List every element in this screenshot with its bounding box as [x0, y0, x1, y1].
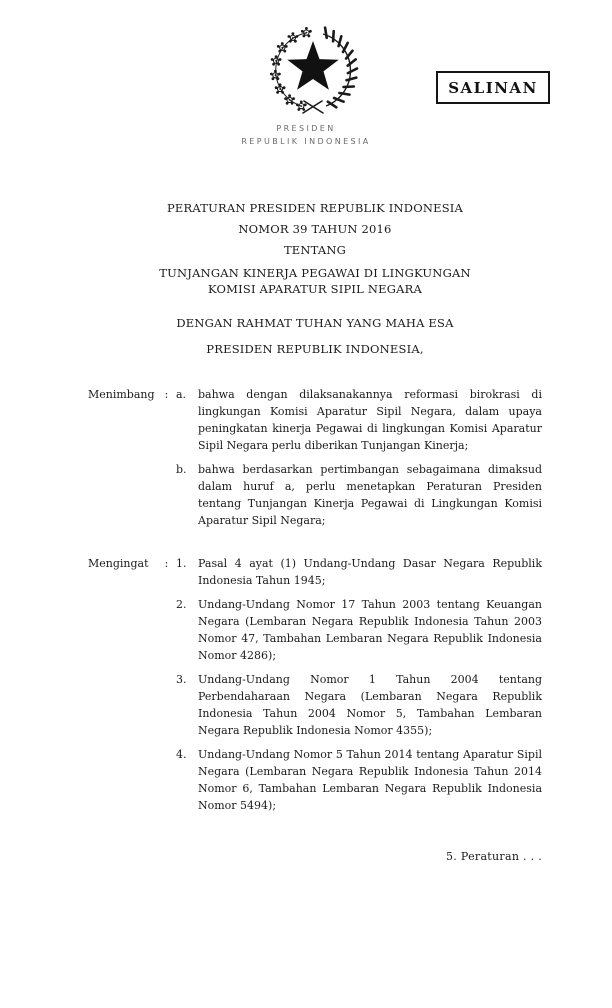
- recalling-items: [176, 555, 542, 814]
- item-text: Pasal 4 ayat (1) Undang-Undang Dasar Negara Republik Indonesia Tahun 1945;: [198, 557, 542, 587]
- recalling-item-2: [176, 596, 542, 664]
- salinan-stamp: [436, 71, 550, 104]
- invocation: DENGAN RAHMAT TUHAN YANG MAHA ESA: [176, 316, 454, 330]
- letterhead: [0, 122, 612, 148]
- item-marker: 3.: [176, 673, 187, 686]
- presidential-star-emblem-icon: [263, 24, 363, 118]
- title-regulation: PERATURAN PRESIDEN REPUBLIK INDONESIA: [166, 201, 464, 215]
- considering-items: [176, 386, 542, 529]
- recalling-colon: :: [164, 557, 169, 570]
- item-marker: b.: [176, 463, 187, 476]
- salinan-stamp-label: SALINAN: [448, 78, 538, 97]
- title-tentang: TENTANG: [283, 243, 347, 257]
- authority: PRESIDEN REPUBLIK INDONESIA,: [206, 342, 424, 356]
- recalling-item-4: [176, 746, 542, 814]
- recalling-section: [88, 555, 542, 814]
- letterhead-line2: REPUBLIK INDONESIA: [241, 137, 371, 146]
- item-text: Undang-Undang Nomor 5 Tahun 2014 tentang Aparatur Sipil Negara (Lembaran Negara Republik Indonesia Tahun 2014 Nomor 6, Tambahan Lembaran Negara Republik Indonesia Nomor 5494);: [198, 748, 542, 812]
- document-body: [88, 198, 542, 863]
- item-marker: 1.: [176, 557, 187, 570]
- considering-section: [88, 386, 542, 529]
- item-text: bahwa dengan dilaksanakannya reformasi birokrasi di lingkungan Komisi Aparatur Sipil Negara, dalam upaya peningkatan kinerja Pegawai di lingkungan Komisi Aparatur Sipil Negara perlu diberikan Tunjangan Kinerja;: [198, 388, 542, 452]
- recalling-item-3: [176, 671, 542, 739]
- item-text: bahwa berdasarkan pertimbangan sebagaimana dimaksud dalam huruf a, perlu menetapkan Peraturan Presiden tentang Tunjangan Kinerja Pegawai di Lingkungan Komisi Aparatur Sipil Negara;: [198, 463, 542, 527]
- item-text: Undang-Undang Nomor 1 Tahun 2004 tentang Perbendaharaan Negara (Lembaran Negara Republik Indonesia Tahun 2004 Nomor 5, Tambahan Lembaran Negara Republik Indonesia Nomor 4355);: [198, 673, 542, 737]
- considering-item-a: [176, 386, 542, 454]
- star-icon: [287, 41, 338, 90]
- considering-label: Menimbang: [88, 388, 155, 401]
- recalling-label: Mengingat: [88, 557, 149, 570]
- item-marker: 2.: [176, 598, 187, 611]
- document-title: [76, 198, 554, 297]
- item-marker: a.: [176, 388, 187, 401]
- considering-item-b: [176, 461, 542, 529]
- item-marker: 4.: [176, 748, 187, 761]
- title-subject-line2: KOMISI APARATUR SIPIL NEGARA: [208, 282, 422, 296]
- title-number: NOMOR 39 TAHUN 2016: [238, 222, 392, 236]
- title-subject-line1: TUNJANGAN KINERJA PEGAWAI DI LINGKUNGAN: [159, 266, 471, 280]
- item-text: Undang-Undang Nomor 17 Tahun 2003 tentang Keuangan Negara (Lembaran Negara Republik Indonesia Tahun 2003 Nomor 47, Tambahan Lembaran Negara Republik Indonesia Nomor 4286);: [198, 598, 542, 662]
- recalling-item-1: [176, 555, 542, 589]
- considering-colon: :: [164, 388, 169, 401]
- catchword: 5. Peraturan . . .: [445, 850, 542, 863]
- letterhead-line1: PRESIDEN: [276, 124, 336, 133]
